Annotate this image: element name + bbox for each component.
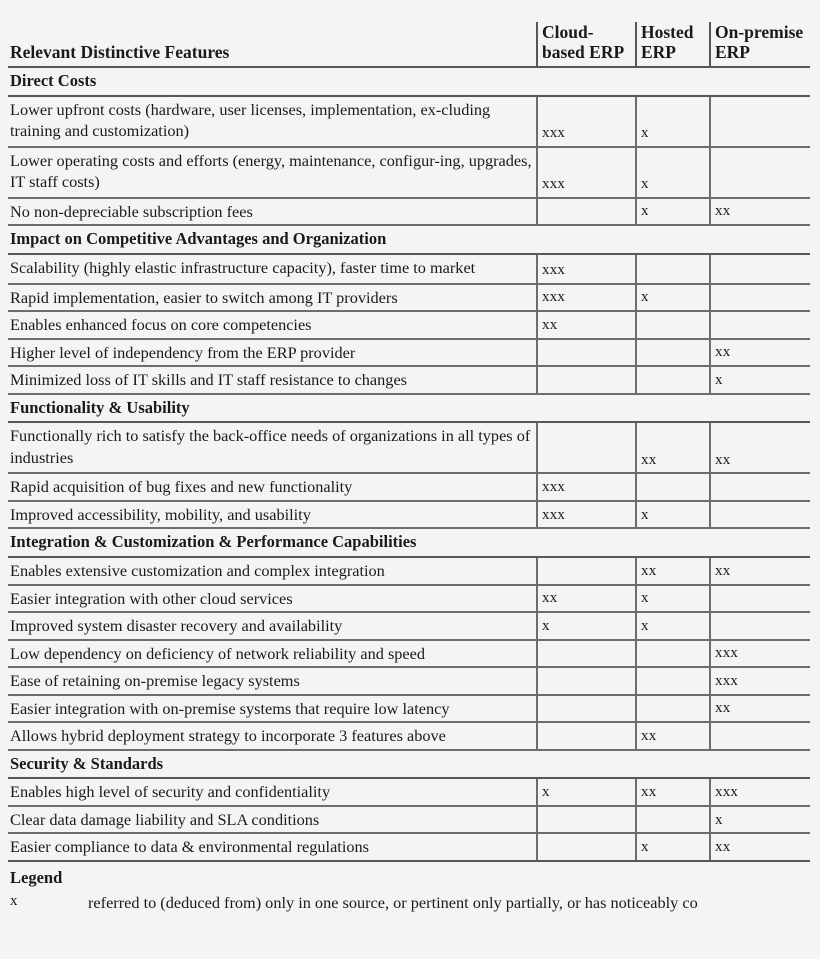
feature-cell: Higher level of independency from the ERP provider xyxy=(8,339,537,367)
rating-cell-hosted xyxy=(636,311,710,339)
rating-cell-onprem: x xyxy=(710,806,810,834)
section-header-row xyxy=(8,528,810,557)
table-row xyxy=(8,339,810,367)
table-header xyxy=(8,22,810,67)
feature-cell: Clear data damage liability and SLA conditions xyxy=(8,806,537,834)
rating-cell-onprem xyxy=(710,612,810,640)
rating-cell-hosted: x xyxy=(636,501,710,529)
rating-cell-onprem xyxy=(710,147,810,198)
rating-cell-onprem: xxx xyxy=(710,778,810,806)
legend-entry xyxy=(10,892,810,913)
column-header-cloud-based-erp: Cloud-based ERP xyxy=(537,22,636,67)
section-header-row xyxy=(8,225,810,254)
rating-cell-hosted xyxy=(636,667,710,695)
rating-cell-cloud xyxy=(537,667,636,695)
table-row xyxy=(8,501,810,529)
rating-cell-cloud: x xyxy=(537,778,636,806)
table-row xyxy=(8,311,810,339)
rating-cell-hosted xyxy=(636,640,710,668)
table-row xyxy=(8,695,810,723)
table-row xyxy=(8,254,810,284)
rating-cell-hosted xyxy=(636,254,710,284)
legend-key: x xyxy=(10,892,18,909)
rating-cell-onprem: xx xyxy=(710,557,810,585)
table-row xyxy=(8,557,810,585)
rating-cell-hosted: xx xyxy=(636,557,710,585)
rating-cell-onprem: xxx xyxy=(710,667,810,695)
rating-cell-cloud: xxx xyxy=(537,284,636,312)
table-row xyxy=(8,612,810,640)
table-row xyxy=(8,833,810,861)
table-row xyxy=(8,366,810,394)
rating-cell-cloud: x xyxy=(537,612,636,640)
rating-cell-hosted xyxy=(636,806,710,834)
column-header-on-premise-erp: On-premise ERP xyxy=(710,22,810,67)
rating-cell-cloud: xxx xyxy=(537,473,636,501)
rating-cell-cloud xyxy=(537,198,636,226)
column-header-hosted-erp: Hosted ERP xyxy=(636,22,710,67)
rating-cell-hosted: x xyxy=(636,585,710,613)
rating-cell-cloud: xx xyxy=(537,311,636,339)
feature-cell: Rapid acquisition of bug fixes and new functionality xyxy=(8,473,537,501)
table-body xyxy=(8,67,810,861)
table-row xyxy=(8,778,810,806)
feature-cell: Rapid implementation, easier to switch among IT providers xyxy=(8,284,537,312)
rating-cell-hosted xyxy=(636,473,710,501)
feature-cell: Enables high level of security and confidentiality xyxy=(8,778,537,806)
feature-cell: Minimized loss of IT skills and IT staff resistance to changes xyxy=(8,366,537,394)
rating-cell-onprem xyxy=(710,501,810,529)
rating-cell-onprem xyxy=(710,473,810,501)
rating-cell-hosted: x xyxy=(636,284,710,312)
section-title: Functionality & Usability xyxy=(8,394,810,423)
rating-cell-cloud: xx xyxy=(537,585,636,613)
rating-cell-cloud xyxy=(537,422,636,473)
comparison-table xyxy=(8,22,810,862)
rating-cell-cloud xyxy=(537,640,636,668)
section-title: Direct Costs xyxy=(8,67,810,96)
rating-cell-cloud xyxy=(537,557,636,585)
table-row xyxy=(8,667,810,695)
section-header-row xyxy=(8,750,810,779)
feature-cell: Scalability (highly elastic infrastructure capacity), faster time to market xyxy=(8,254,537,284)
rating-cell-hosted xyxy=(636,339,710,367)
legend-description: referred to (deduced from) only in one source, or pertinent only partially, or has noticeably co xyxy=(88,892,698,912)
table-row xyxy=(8,147,810,198)
section-title: Integration & Customization & Performance Capabilities xyxy=(8,528,810,557)
rating-cell-hosted: x xyxy=(636,198,710,226)
rating-cell-cloud xyxy=(537,833,636,861)
rating-cell-cloud xyxy=(537,366,636,394)
rating-cell-onprem: xxx xyxy=(710,640,810,668)
rating-cell-onprem xyxy=(710,585,810,613)
feature-cell: Low dependency on deficiency of network reliability and speed xyxy=(8,640,537,668)
table-row xyxy=(8,96,810,147)
legend xyxy=(8,868,810,913)
feature-cell: Ease of retaining on-premise legacy systems xyxy=(8,667,537,695)
feature-cell: No non-depreciable subscription fees xyxy=(8,198,537,226)
feature-cell: Easier integration with other cloud services xyxy=(8,585,537,613)
rating-cell-cloud: xxx xyxy=(537,147,636,198)
feature-cell: Enables enhanced focus on core competencies xyxy=(8,311,537,339)
table-row xyxy=(8,473,810,501)
table-row xyxy=(8,198,810,226)
rating-cell-hosted: xx xyxy=(636,778,710,806)
rating-cell-cloud xyxy=(537,722,636,750)
feature-cell: Easier compliance to data & environmental regulations xyxy=(8,833,537,861)
table-row xyxy=(8,640,810,668)
rating-cell-cloud xyxy=(537,695,636,723)
rating-cell-onprem xyxy=(710,311,810,339)
column-header-feature: Relevant Distinctive Features xyxy=(8,22,537,67)
feature-cell: Functionally rich to satisfy the back-office needs of organizations in all types of industries xyxy=(8,422,537,473)
table-row xyxy=(8,806,810,834)
section-header-row xyxy=(8,394,810,423)
feature-cell: Improved system disaster recovery and availability xyxy=(8,612,537,640)
table-row xyxy=(8,585,810,613)
rating-cell-hosted: x xyxy=(636,612,710,640)
table-header-row xyxy=(8,22,810,67)
rating-cell-onprem: xx xyxy=(710,833,810,861)
rating-cell-onprem: xx xyxy=(710,198,810,226)
document-page xyxy=(0,22,820,959)
feature-cell: Improved accessibility, mobility, and usability xyxy=(8,501,537,529)
feature-cell: Lower operating costs and efforts (energy, maintenance, configur-ing, upgrades, IT staff costs) xyxy=(8,147,537,198)
rating-cell-cloud xyxy=(537,339,636,367)
rating-cell-onprem xyxy=(710,96,810,147)
rating-cell-onprem xyxy=(710,254,810,284)
rating-cell-onprem: xx xyxy=(710,339,810,367)
rating-cell-hosted xyxy=(636,695,710,723)
table-row xyxy=(8,284,810,312)
table-row xyxy=(8,422,810,473)
rating-cell-onprem: x xyxy=(710,366,810,394)
rating-cell-onprem: xx xyxy=(710,422,810,473)
rating-cell-hosted: xx xyxy=(636,722,710,750)
legend-title: Legend xyxy=(10,867,63,887)
rating-cell-onprem xyxy=(710,722,810,750)
rating-cell-hosted: x xyxy=(636,96,710,147)
table-row xyxy=(8,722,810,750)
rating-cell-hosted xyxy=(636,366,710,394)
rating-cell-hosted: xx xyxy=(636,422,710,473)
feature-cell: Lower upfront costs (hardware, user licenses, implementation, ex-cluding training and customization) xyxy=(8,96,537,147)
feature-cell: Easier integration with on-premise systems that require low latency xyxy=(8,695,537,723)
rating-cell-cloud: xxx xyxy=(537,96,636,147)
feature-cell: Allows hybrid deployment strategy to incorporate 3 features above xyxy=(8,722,537,750)
rating-cell-hosted: x xyxy=(636,147,710,198)
feature-cell: Enables extensive customization and complex integration xyxy=(8,557,537,585)
rating-cell-hosted: x xyxy=(636,833,710,861)
rating-cell-cloud: xxx xyxy=(537,254,636,284)
section-title: Impact on Competitive Advantages and Organization xyxy=(8,225,810,254)
rating-cell-onprem: xx xyxy=(710,695,810,723)
rating-cell-cloud: xxx xyxy=(537,501,636,529)
rating-cell-cloud xyxy=(537,806,636,834)
rating-cell-onprem xyxy=(710,284,810,312)
section-title: Security & Standards xyxy=(8,750,810,779)
section-header-row xyxy=(8,67,810,96)
